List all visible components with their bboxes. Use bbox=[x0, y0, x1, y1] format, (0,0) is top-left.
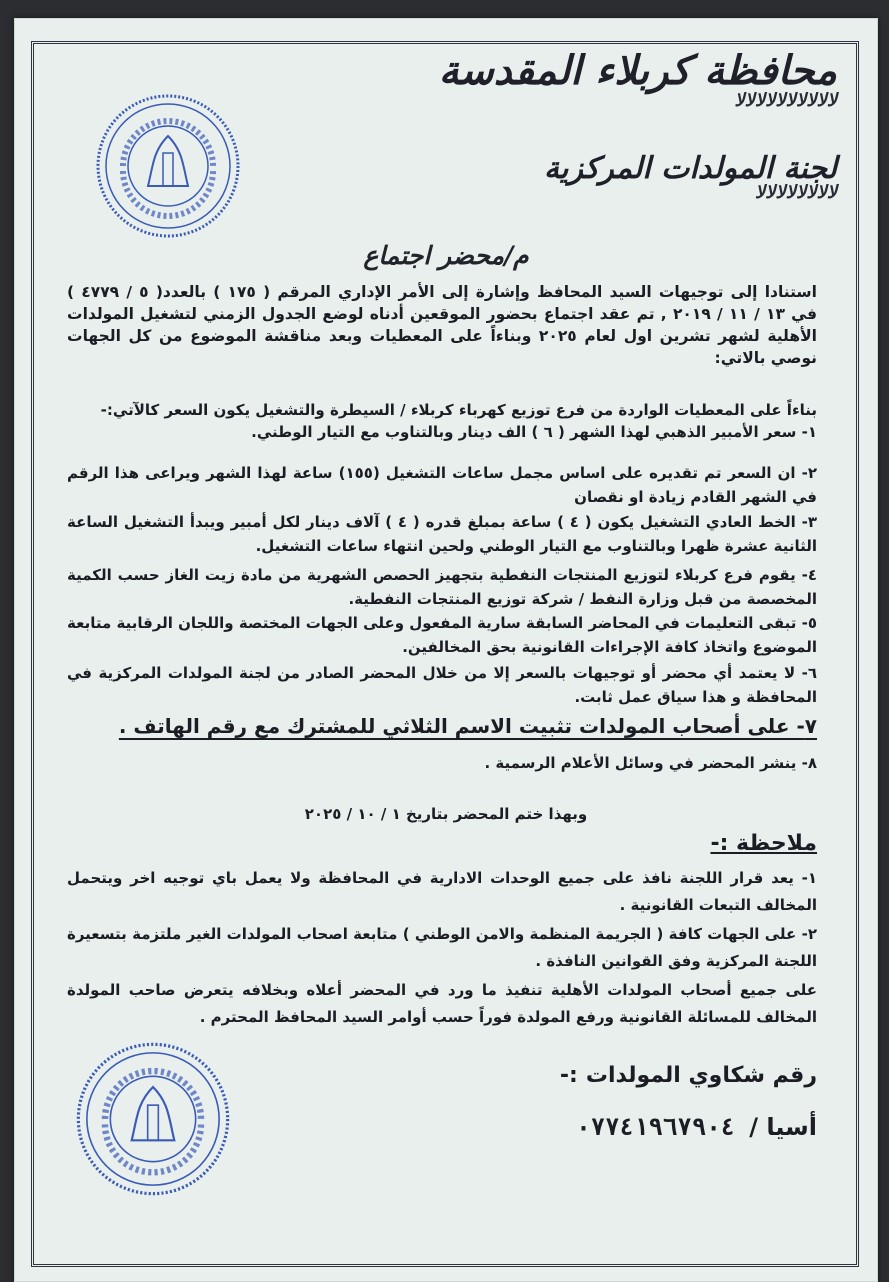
header-ornament: ﻻﻻﻻﻻﻻﻻﻻﻻﻻﻻ bbox=[734, 90, 837, 111]
document-page bbox=[14, 18, 878, 1282]
note-item: ١- يعد قرار اللجنة نافذ على جميع الوحدات الادارية في المحافظة ولا يعمل باي توجيه اخر ويتحمل المخالف التبعات القانونية . bbox=[67, 869, 817, 914]
official-seal-bottom bbox=[73, 1039, 233, 1199]
highlighted-list-item: ٧- على أصحاب المولدات تثبيت الاسم الثلاثي للمشترك مع رقم الهاتف . bbox=[118, 714, 817, 738]
complaints-label: رقم شكاوي المولدات bbox=[585, 1063, 817, 1088]
official-seal-top bbox=[93, 91, 243, 241]
list-item: ١- سعر الأمبير الذهبي لهذا الشهر ( ٦ ) الف دينار وبالتناوب مع التيار الوطني. bbox=[251, 423, 817, 441]
seal-icon bbox=[73, 1039, 233, 1199]
contact-name: أسيا / bbox=[749, 1113, 817, 1141]
closing-line: وبهذا ختم المحضر بتاريخ ١ / ١٠ / ٢٠٢٥ bbox=[304, 805, 588, 823]
committee-header bbox=[544, 151, 837, 203]
complaints-heading bbox=[560, 1063, 817, 1088]
list-item: ٥- تبقى التعليمات في المحاضر السابقة سارية المفعول وعلى الجهات المختصة واللجان الرقابية متابعة الموضوع واتخاذ كافة الإجراءات القانونية بحق المخالفين. bbox=[67, 614, 817, 656]
list-item: ٢- ان السعر تم تقديره على اساس مجمل ساعات التشغيل (١٥٥) ساعة لهذا الشهر ويراعى هذا الرقم في الشهر القادم زيادة او نقصان bbox=[67, 464, 817, 506]
governorate-name: محافظة كربلاء المقدسة bbox=[438, 47, 837, 94]
committee-name: لجنة المولدات المركزية bbox=[544, 151, 837, 186]
header-ornament: ﻻﻻﻻﻻﻻﻻﻻﻻ bbox=[754, 182, 837, 203]
list-item: ٣- الخط العادي التشغيل يكون ( ٤ ) ساعة بمبلغ قدره ( ٤ ) آلاف دينار لكل أمبير ويبدأ التشغيل الساعة الثانية عشرة ظهرا وبالتناوب مع التيار الوطني ولحين انتهاء ساعات التشغيل. bbox=[67, 513, 817, 555]
document-title: م/محضر اجتماع bbox=[363, 241, 529, 270]
complaints-dash: :- bbox=[559, 1063, 578, 1088]
note-item: على جميع أصحاب المولدات الأهلية تنفيذ ما ورد في المحضر أعلاه وبخلافه يتعرض صاحب المولدة المخالف للمسائلة القانونية ورفع المولدة فوراً حسب أوامر السيد المحافظ المحترم . bbox=[67, 981, 817, 1026]
notes-heading: ملاحظة :- bbox=[710, 831, 817, 856]
intro-paragraph: استنادا إلى توجيهات السيد المحافظ وإشارة إلى الأمر الإداري المرقم ( ١٧٥ ) بالعدد( ٥ / ٤٧٧٩ ) في ١٣ / ١١ / ٢٠١٩ , تم عقد اجتماع بحضور الموقعين أدناه لوضع الجدول الزمني لتشغيل المولدات الأهلية لشهر تشرين اول لعام ٢٠٢٥ وبناءاً على المعطيات وبعد مناقشة الموضوع من كل الجهات نوصي بالاتي: bbox=[67, 283, 817, 367]
seal-icon bbox=[93, 91, 243, 241]
phone-number: ٠٧٧٤١٩٦٧٩٠٤ bbox=[576, 1113, 736, 1141]
list-item: ٦- لا يعتمد أي محضر أو توجيهات بالسعر إلا من خلال المحضر الصادر من لجنة المولدات المركزية في المحافظة و هذا سياق عمل ثابت. bbox=[67, 664, 817, 706]
note-item: ٢- على الجهات كافة ( الجريمة المنظمة والامن الوطني ) متابعة اصحاب المولدات الغير ملتزمة بتسعيرة اللجنة المركزية وفق القوانين النافذة . bbox=[67, 925, 817, 970]
list-item: ٤- يقوم فرع كربلاء لتوزيع المنتجات النفطية بتجهيز الحصص الشهرية من مادة زيت الغاز حسب الكمية المخصصة من قبل وزارة النفط / شركة توزيع المنتجات النفطية. bbox=[67, 566, 817, 608]
basis-line: بناءاً على المعطيات الواردة من فرع توزيع كهرباء كربلاء / السيطرة والتشغيل يكون السعر كالآتي:- bbox=[100, 401, 817, 419]
complaints-contact bbox=[576, 1113, 817, 1141]
governorate-header bbox=[439, 47, 837, 111]
list-item: ٨- ينشر المحضر في وسائل الأعلام الرسمية . bbox=[484, 754, 817, 772]
